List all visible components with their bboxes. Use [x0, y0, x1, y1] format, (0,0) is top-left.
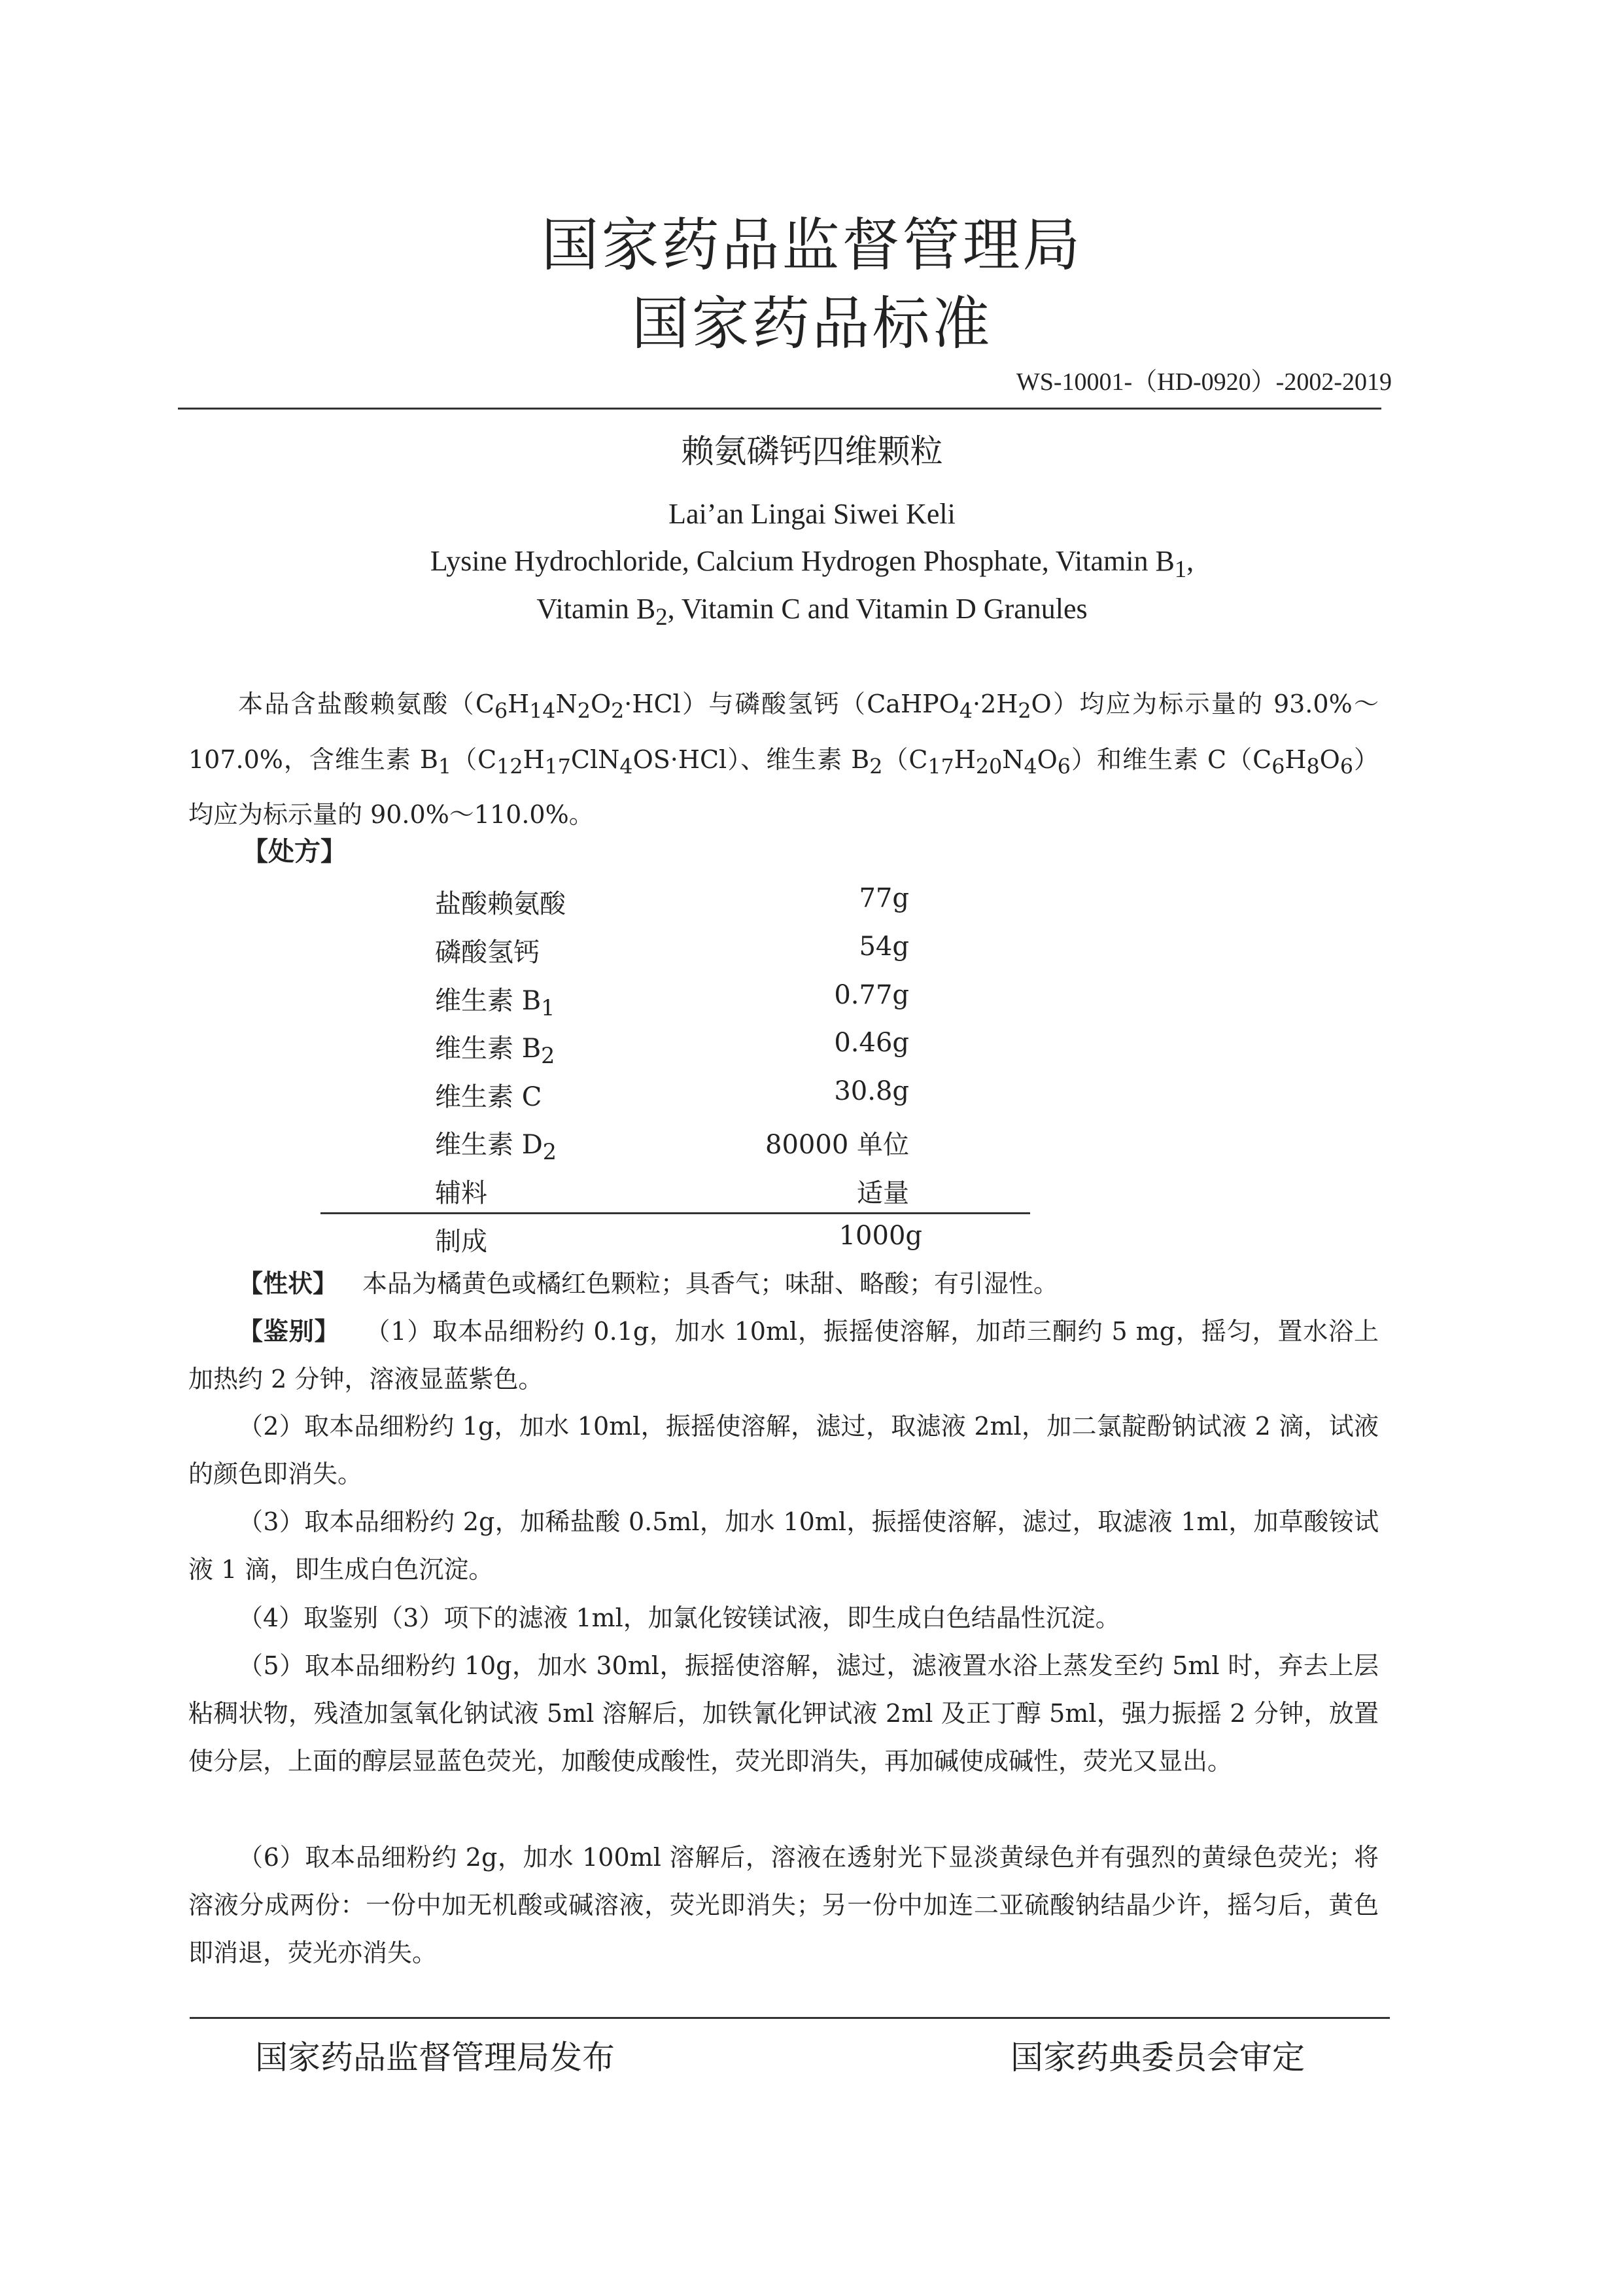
drug-name-en-line2: Vitamin $B_2$, Vitamin C and Vitamin D Granules — [536, 593, 1088, 630]
formula-heading: 【处方】 — [242, 836, 347, 867]
section-identification-5: （5）取本品细粉约 10g，加水 30ml，振摇使溶解，滤过，滤液置水浴上蒸发至约 5ml 时，弃去上层粘稠状物，残渣加氢氧化钠试液 5ml 溶解后，加铁氰化钾试液 2ml 及正丁醇 5ml，强力振摇 2 分钟，放置使分层，上面的醇层显蓝色荧光，加酸使成酸性，荧光即消失，再加碱使成碱性，荧光又显出。 — [188, 1651, 1379, 1776]
footer-reviewer: 国家药典委员会审定 — [1011, 2039, 1305, 2076]
footer-publisher: 国家药品监督管理局发布 — [255, 2039, 615, 2076]
formula-item-amount: 适量 — [857, 1178, 909, 1208]
formula-item-amount: 0.77g — [834, 980, 909, 1010]
drug-name-cn: 赖氨磷钙四维颗粒 — [681, 432, 943, 470]
section-label: 【性状】 — [238, 1269, 338, 1298]
section-identification-3: （3）取本品细粉约 2g，加稀盐酸 0.5ml，加水 10ml，振摇使溶解，滤过，取滤液 1ml，加草酸铵试液 1 滴，即生成白色沉淀。 — [188, 1507, 1379, 1584]
drug-name-pinyin: Lai’an Lingai Siwei Keli — [668, 498, 956, 530]
formula-item-amount: 0.46g — [834, 1028, 909, 1058]
formula-item-name: 磷酸氢钙 — [435, 937, 540, 968]
section-identification-2: （2）取本品细粉约 1g，加水 10ml，振摇使溶解，滤过，取滤液 2ml，加二氯靛酚钠试液 2 滴，试液的颜色即消失。 — [188, 1412, 1379, 1488]
agency-title: 国家药品监督管理局 — [541, 211, 1083, 279]
formula-total-amount: 1000g — [838, 1221, 922, 1251]
formula-item-amount: 80000 单位 — [765, 1130, 909, 1160]
formula-item-name: 维生素 C — [435, 1082, 542, 1112]
content-statement: 本品含盐酸赖氨酸$(C_6H_{14}N_2O_2\cdot HCl)$与磷酸氢钙$(CaHPO_4\cdot 2H_2O)$均应为标示量的 93.0%～107.0%，含维生素 $B_1(C_{12}H_{17}ClN_4OS\cdot HCl)$、维生素 $B_2(C_{17}H_{20}N_4O_6)$和维生素 $C(C_6H_8O_6)$均应为标示量的 90.0%～110.0%。 — [188, 690, 1379, 830]
footer-divider — [190, 2017, 1390, 2019]
formula-item-amount: 30.8g — [834, 1076, 909, 1106]
formula-item-name: 辅料 — [435, 1178, 487, 1208]
standard-number: WS-10001-（HD-0920）-2002-2019 — [1016, 368, 1392, 396]
section-appearance: 【性状】 本品为橘黄色或橘红色颗粒；具香气；味甜、略酸；有引湿性。 — [238, 1269, 1059, 1298]
formula-item-amount: 77g — [859, 883, 909, 913]
formula-item-name: 维生素 $B_1$ — [435, 986, 555, 1021]
formula-item-amount: 54g — [859, 932, 909, 962]
formula-total-divider — [320, 1212, 1030, 1214]
formula-item-name: 维生素 $B_2$ — [435, 1034, 555, 1068]
formula-item-name: 盐酸赖氨酸 — [435, 889, 566, 919]
drug-name-en-line1: Lysine Hydrochloride, Calcium Hydrogen Phosphate, Vitamin $B_1$, — [430, 545, 1194, 582]
formula-total-name: 制成 — [435, 1227, 487, 1257]
standard-title: 国家药品标准 — [631, 290, 993, 357]
formula-item-name: 维生素 $D_2$ — [435, 1130, 557, 1165]
section-identification-6: （6）取本品细粉约 2g，加水 100ml 溶解后，溶液在透射光下显淡黄绿色并有强烈的黄绿色荧光；将溶液分成两份：一份中加无机酸或碱溶液，荧光即消失；另一份中加连二亚硫酸钠结晶少许，摇匀后，黄色即消退，荧光亦消失。 — [188, 1843, 1379, 1967]
section-identification-4: （4）取鉴别（3）项下的滤液 1ml，加氯化铵镁试液，即生成白色结晶性沉淀。 — [238, 1603, 1120, 1632]
section-label: 【鉴别】 — [238, 1316, 340, 1346]
header-divider — [178, 408, 1381, 410]
section-identification-1: 【鉴别】 （1）取本品细粉约 0.1g，加水 10ml，振摇使溶解，加茚三酮约 5 mg，摇匀，置水浴上加热约 2 分钟，溶液显蓝紫色。 — [188, 1316, 1379, 1393]
